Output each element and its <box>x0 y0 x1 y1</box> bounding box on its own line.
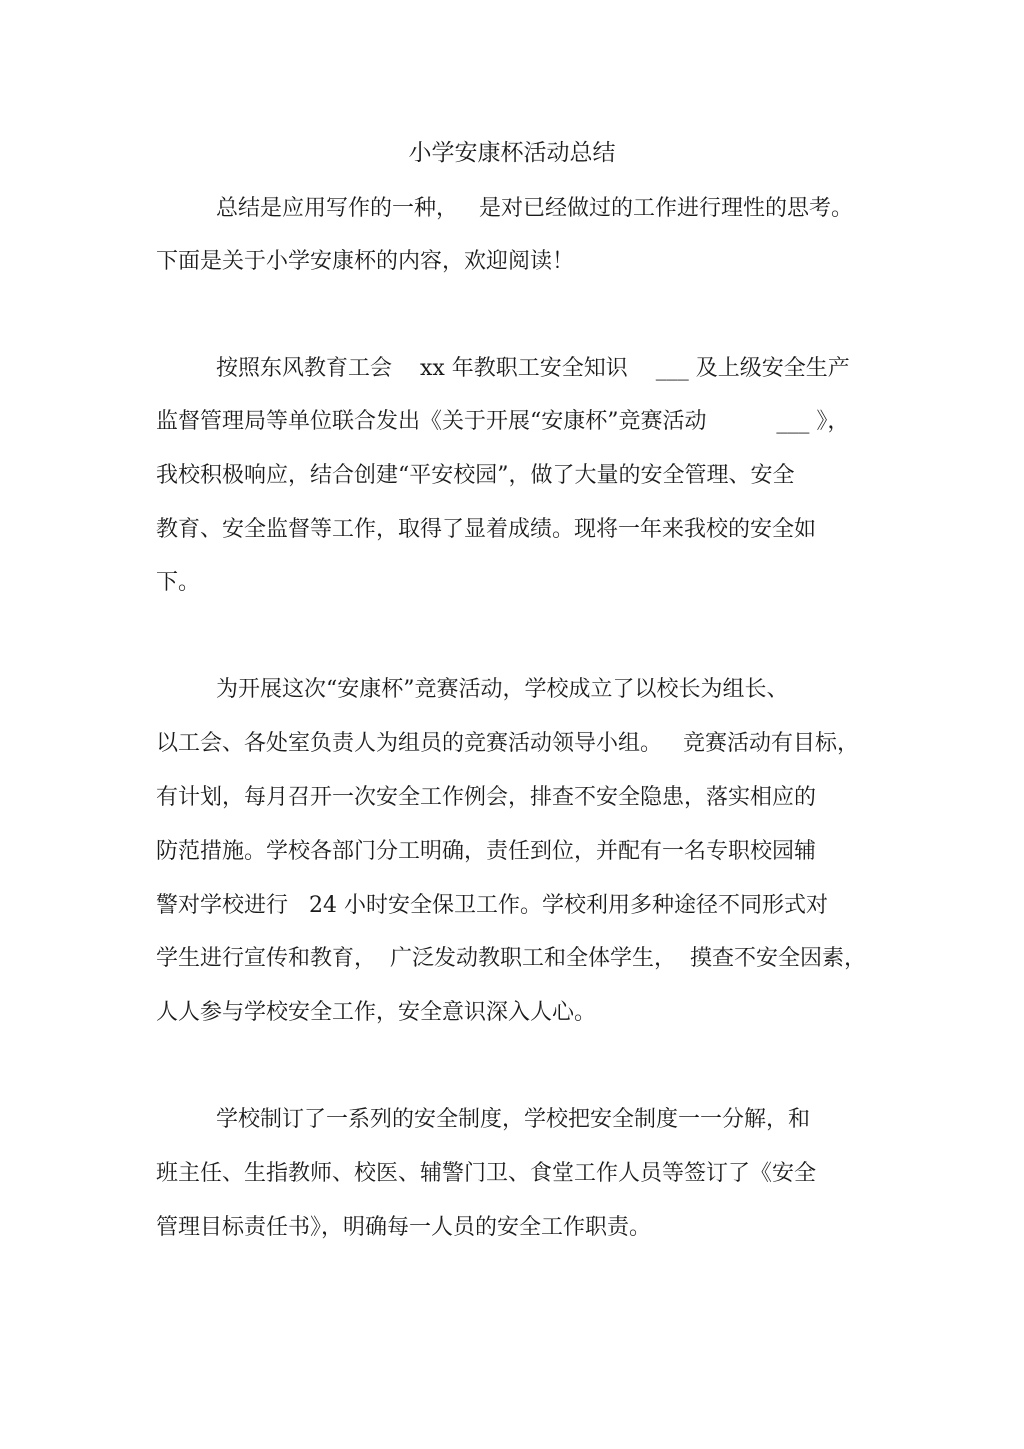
paragraph-3-line-6: 学生进行宣传和教育， 广泛发动教职工和全体学生， 摸查不安全因素， <box>156 946 866 971</box>
paragraph-2-line-1: 按照东风教育工会 xx 年教职工安全知识 ___ 及上级安全生产 <box>216 356 850 381</box>
paragraph-1-line-1: 总结是应用写作的一种， 是对已经做过的工作进行理性的思考。 <box>216 196 853 221</box>
paragraph-2-line-5: 下。 <box>156 570 201 595</box>
paragraph-2-line-3: 我校积极响应，结合创建“平安校园”，做了大量的安全管理、安全 <box>156 463 795 488</box>
paragraph-3-line-7: 人人参与学校安全工作，安全意识深入人心。 <box>156 1000 597 1025</box>
paragraph-3-line-4: 防范措施。学校各部门分工明确，责任到位，并配有一名专职校园辅 <box>156 839 817 864</box>
paragraph-3-line-1: 为开展这次“安康杯”竞赛活动，学校成立了以校长为组长、 <box>216 677 789 702</box>
document-title: 小学安康杯活动总结 <box>408 140 616 166</box>
paragraph-3-line-2: 以工会、各处室负责人为组员的竞赛活动领导小组。 竞赛活动有目标， <box>156 731 859 756</box>
paragraph-2-line-4: 教育、安全监督等工作，取得了显着成绩。现将一年来我校的安全如 <box>156 517 817 542</box>
paragraph-3-line-3: 有计划，每月召开一次安全工作例会，排查不安全隐患，落实相应的 <box>156 785 817 810</box>
paragraph-4-line-3: 管理目标责任书》，明确每一人员的安全工作职责。 <box>156 1215 652 1240</box>
paragraph-4-line-1: 学校制订了一系列的安全制度，学校把安全制度一一分解，和 <box>216 1107 811 1132</box>
paragraph-3-line-5: 警对学校进行 24 小时安全保卫工作。学校利用多种途径不同形式对 <box>156 893 828 918</box>
paragraph-2-line-2: 监督管理局等单位联合发出《关于开展“安康杯”竞赛活动 ___ 》， <box>156 409 850 434</box>
paragraph-1-line-2: 下面是关于小学安康杯的内容，欢迎阅读！ <box>156 249 575 274</box>
paragraph-4-line-2: 班主任、生指教师、校医、辅警门卫、食堂工作人员等签订了《安全 <box>156 1161 817 1186</box>
